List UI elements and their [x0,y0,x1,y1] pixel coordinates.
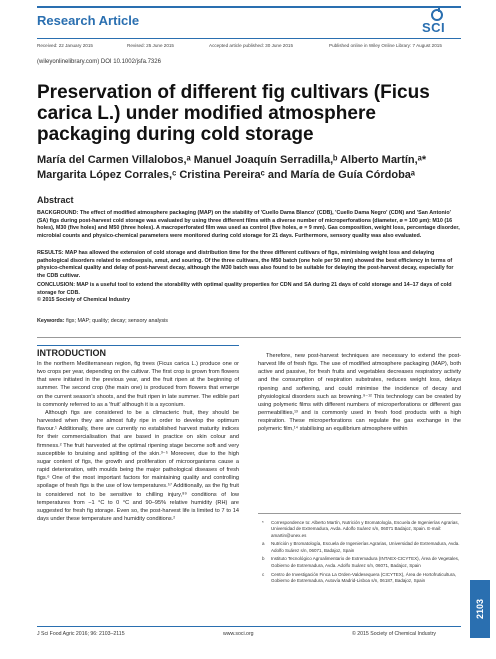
results-text: MAP has allowed the extension of cold storage and distribution time for the three different cultivars of figs, minimising weight loss and delaying pathological disorders related to endosepsis, smut, and souring. Of the three cultivars, the M50 batch (one hole per 50 mm) showed the best efficiency in terms of physico-chemical quality and delay of post-harvest decay, although the M30 batch was also found to be suitable for delaying the post-harvest decay, especially for the CDB cultivar. [37,250,454,279]
keywords-text: figs; MAP; quality; decay; sensory analysis [66,318,168,324]
sci-logo-text: SCI [422,20,446,35]
sci-logo [420,9,460,35]
footer-citation: J Sci Food Agric 2016; 96: 2103–2115 [37,631,125,637]
footnote-affiliation-b [262,556,461,569]
footnote-affiliation-c [262,572,461,585]
footnote-mark: a [262,541,265,547]
accepted-date: Accepted article published: 30 June 2015 [209,43,294,48]
results-label: RESULTS: [37,250,64,256]
conclusion-label: CONCLUSION: [37,282,76,288]
footnote-affiliation-a [262,541,461,554]
background-label: BACKGROUND: [37,210,79,216]
introduction-rule [37,345,239,346]
footnote-text: Instituto Tecnológico Agroalimentario de Extremadura (INTAEX-CICYTEX), Área de Vegetales, Gobierno de Extremadura, Avda. Adolfo Suárez s/n, 06071, Badajoz, Spain [271,556,460,568]
abstract-results [37,250,461,280]
abstract-heading: Abstract [37,195,74,205]
body-column-right [258,352,461,434]
intro-paragraph-3: Therefore, new post-harvest techniques are necessary to extend the post-harvest life of fresh figs. The use of modified atmosphere packaging (MAP), both active and passive, for fresh fruits and vegetables decreases respiratory activity and the consumption of respiration substrates, reduces weight loss, delays ripening and softening, and could minimise the incidence of decay and physiological disorders such as browning.⁹⁻¹² This technology can be created by using polymeric films with different numbers of microperforations or different gas permeabilities,¹³ and is commonly used in fresh food products with a high respiration. These microperforations can regulate the gas exchange in the polymeric film,¹⁴ stabilising an equilibrium atmosphere within [258,353,461,433]
keywords-label: Keywords: [37,318,65,324]
footnote-mark: b [262,556,265,562]
header-bottom-rule [37,38,461,39]
received-date: Received: 22 January 2015 [37,43,93,48]
article-title: Preservation of different fig cultivars (Ficus carica L.) under modified atmosphere packaging during cold storage [37,82,430,145]
footnote-divider [258,513,461,514]
revised-date: Revised: 25 June 2015 [127,43,174,48]
abstract-divider [37,337,461,338]
published-date: Published online in Wiley Online Library: 7 August 2015 [329,43,442,48]
footer-rule [37,626,461,627]
footnotes [262,520,461,587]
conclusion-text: MAP is a useful tool to extend the storability with optimal quality properties for CDN and SA during 21 days of cold storage and 14–17 days of cold storage for CDB. [37,282,452,296]
introduction-heading: INTRODUCTION [37,348,106,358]
body-column-left [37,360,239,523]
footnote-mark: * [262,520,264,525]
footnote-text: Correspondence to: Alberto Martín, Nutrición y Bromatología, Escuela de Ingenierías Agrarias, Universidad de Extremadura, Avda. Adolfo Suárez s/n, 06071 Badajoz, Spain. E-mail: amartin@unex.es [271,520,459,538]
footnote-text: Centro de Investigación Finca La Orden-Valdesequera (CICYTEX), Área de Hortofruticultura, Gobierno de Extremadura, Autovía Madrid-Lisboa s/n, 06187, Badajoz, Spain [271,571,457,583]
footnote-mark: c [262,571,265,577]
abstract-conclusion [37,282,461,305]
footnote-text: Nutrición y Bromatología, Escuela de Ingenierías Agrarias, Universidad de Extremadura, Avda. Adolfo Suárez s/n, 06071, Badajoz, Spain [271,541,460,553]
article-type-label: Research Article [37,13,140,28]
page-number: 2103 [475,598,485,620]
footnote-correspondence [262,520,461,539]
abstract-background [37,210,461,240]
author-list: María del Carmen Villalobos,ᵃ Manuel Joaquín Serradilla,ᵇ Alberto Martín,ᵃ* Margarita López Corrales,ᶜ Cristina Pereiraᶜ and María de Guía Córdobaᵃ [37,154,427,181]
footer-copyright: © 2015 Society of Chemical Industry [352,631,436,637]
header-top-rule [37,6,461,8]
background-text: The effect of modified atmosphere packaging (MAP) on the stability of 'Cuello Dama Blanco' (CDB), 'Cuello Dama Negro' (CDN) and 'San Antonio' (SA) figs during post-harvest cold storage was evaluated by using three different films with a diverse number of microperforations (diameter, ø = 100 µm): M10 (16 holes), M30 (five holes) and M50 (three holes). A macroperforated film was used as control (five holes, ø = 9 mm). Gas composition, weight loss, percentage disorder, microbial counts and physico-chemical parameters were monitored during cold storage for 21 days. Furthermore, sensory quality was also evaluated. [37,210,460,239]
keywords-line [37,318,168,324]
publication-dates [37,43,461,51]
page-number-tab [470,580,490,638]
doi-line[interactable]: (wileyonlinelibrary.com) DOI 10.1002/jsfa.7326 [37,59,161,65]
intro-paragraph-1: In the northern Mediterranean region, fig trees (Ficus carica L.) produce one or two crops per year, depending on the cultivar. The first crop is grown from flowers that were initiated in the previous year, and the fruit ripen at the beginning of summer. The second crop (the main one) is produced from flowers that emerge on the current season's shoots, and the fruit ripen in late summer. The edible part is commonly referred to as a 'fruit' although it is a syconium. [37,361,239,408]
abstract-copyright: © 2015 Society of Chemical Industry [37,297,130,303]
footer-website[interactable]: www.soci.org [223,631,254,637]
intro-paragraph-2: Although figs are considered to be a climacteric fruit, they should be harvested when they are almost fully ripe in order to develop the optimum flavour.¹ Additionally, there are currently no established harvest maturity indices for their commercialisation that are based in practice on skin colour and firmness.² The fruit harvested at the optimal ripening stage become soft and very susceptible to bruising and splitting of the skin.³⁻⁵ Moreover, due to the high sugar content of figs, the growth and proliferation of microorganisms cause a rapid deterioration, with moulds being the major pathological diseases of fresh figs.⁶ One of the most important factors for maintaining quality and controlling spoilage of fresh figs is the use of low temperatures.⁵⁷ Additionally, as the fig fruit is considered not to be sensitive to chilling injury,⁸⁹ conditions of low temperatures from −1 °C to 0 °C and 90–95% relative humidity (RH) are suggested for fresh fig storage. Even so, the post-harvest life is limited to 7 to 14 days under these temperature and humidity conditions.² [37,409,239,522]
